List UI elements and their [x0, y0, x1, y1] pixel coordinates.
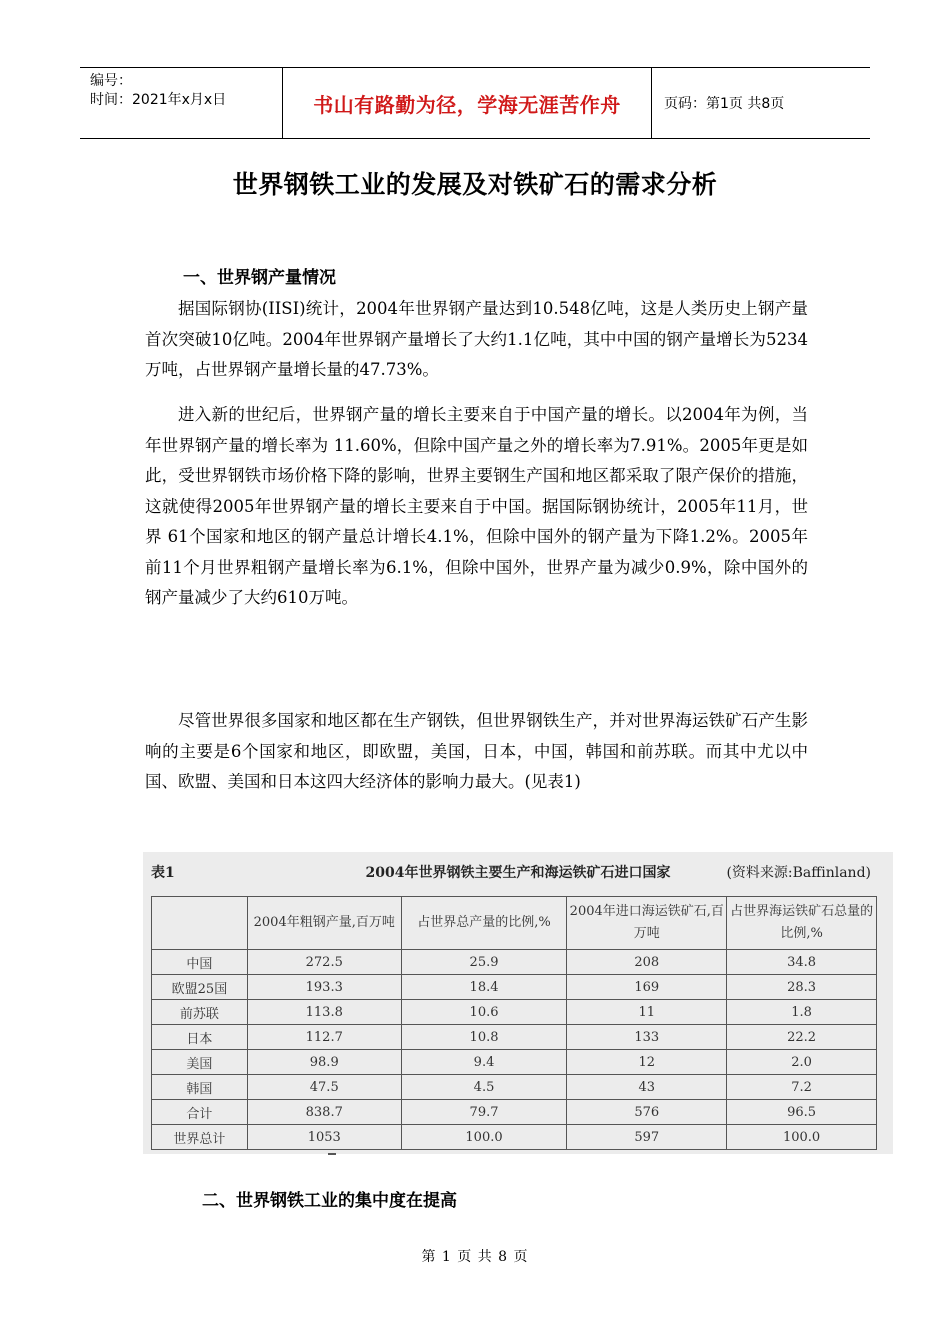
table-cell: 1.8 — [727, 1000, 877, 1025]
header-date-label: 时间：2021年x月x日 — [90, 92, 227, 108]
section1-paragraph-3: 尽管世界很多国家和地区都在生产钢铁，但世界钢铁生产，并对世界海运铁矿石产生影响的主要是6个国家和地区，即欧盟，美国，日本，中国，韩国和前苏联。而其中尤以中国、欧盟、美国和日本这四大经济体的影响力最大。(见表1) — [145, 711, 808, 791]
table-cell: 100.0 — [727, 1125, 877, 1150]
table-cell: 79.7 — [401, 1100, 567, 1125]
table-cell: 7.2 — [727, 1075, 877, 1100]
section1-paragraph-1: 据国际钢协(IISI)统计，2004年世界钢产量达到10.548亿吨，这是人类历史上钢产量首次突破10亿吨。2004年世界钢产量增长了大约1.1亿吨，其中中国的钢产量增长为5234万吨，占世界钢产量增长量的47.73%。 — [145, 299, 808, 379]
table-header-cell — [152, 897, 248, 950]
table-row — [152, 1075, 877, 1100]
table-row — [152, 975, 877, 1000]
header-number-label: 编号： — [90, 73, 132, 89]
table1-source: (资料来源:Baffinland) — [726, 865, 871, 881]
table1-scan — [143, 852, 893, 1154]
table-cell: 1053 — [247, 1125, 401, 1150]
table-row — [152, 1050, 877, 1075]
table-cell: 11 — [567, 1000, 727, 1025]
table-cell: 日本 — [152, 1025, 248, 1050]
table1-header-row — [152, 897, 877, 950]
table-cell: 4.5 — [401, 1075, 567, 1100]
table-cell: 34.8 — [727, 950, 877, 975]
table1-title: 2004年世界钢铁主要生产和海运铁矿石进口国家 — [365, 865, 671, 881]
table-cell: 中国 — [152, 950, 248, 975]
table-cell: 美国 — [152, 1050, 248, 1075]
table-cell: 韩国 — [152, 1075, 248, 1100]
section1-paragraph-2: 进入新的世纪后，世界钢产量的增长主要来自于中国产量的增长。以2004年为例，当年世界钢产量的增长率为 11.60%，但除中国产量之外的增长率为7.91%。2005年更是如此，受世界钢铁市场价格下降的影响，世界主要钢生产国和地区都采取了限产保价的措施，这就使得2005年世界钢产量的增长主要来自于中国。据国际钢协统计，2005年11月，世界 61个国家和地区的钢产量总计增长4.1%，但除中国外的钢产量为下降1.2%。2005年前11个月世界粗钢产量增长率为6.1%，但除中国外，世界产量为减少0.9%，除中国外的钢产量减少了大约610万吨。 — [145, 405, 808, 607]
table-cell: 47.5 — [247, 1075, 401, 1100]
table-cell: 113.8 — [247, 1000, 401, 1025]
table-cell: 22.2 — [727, 1025, 877, 1050]
page-footer: 第 1 页 共 8 页 — [421, 1249, 529, 1265]
table-row — [152, 1100, 877, 1125]
table-cell: 合计 — [152, 1100, 248, 1125]
header-motto: 书山有路勤为径，学海无涯苦作舟 — [313, 92, 621, 117]
table-cell: 18.4 — [401, 975, 567, 1000]
table-cell: 193.3 — [247, 975, 401, 1000]
header-motto-cell — [282, 68, 652, 138]
table-cell: 272.5 — [247, 950, 401, 975]
section1-heading: 一、世界钢产量情况 — [183, 268, 336, 288]
table-cell: 43 — [567, 1075, 727, 1100]
table-cell: 2.0 — [727, 1050, 877, 1075]
table-cell: 597 — [567, 1125, 727, 1150]
header-page-info: 页码：第1页 共8页 — [664, 96, 785, 112]
table-cell: 576 — [567, 1100, 727, 1125]
table-cell: 96.5 — [727, 1100, 877, 1125]
table1 — [151, 896, 877, 1150]
table-cell: 100.0 — [401, 1125, 567, 1150]
table-header-cell: 占世界海运铁矿石总量的比例,% — [727, 897, 877, 950]
table-row — [152, 1025, 877, 1050]
table-cell: 208 — [567, 950, 727, 975]
table-row — [152, 950, 877, 975]
table-cell: 25.9 — [401, 950, 567, 975]
table-row — [152, 1000, 877, 1025]
table-cell: 112.7 — [247, 1025, 401, 1050]
scan-mark — [328, 1153, 336, 1155]
document-header — [80, 67, 870, 139]
table-cell: 前苏联 — [152, 1000, 248, 1025]
table-cell: 9.4 — [401, 1050, 567, 1075]
table-header-cell: 2004年进口海运铁矿石,百万吨 — [567, 897, 727, 950]
table-cell: 10.8 — [401, 1025, 567, 1050]
table-cell: 12 — [567, 1050, 727, 1075]
table-cell: 169 — [567, 975, 727, 1000]
table-cell: 10.6 — [401, 1000, 567, 1025]
table-cell: 98.9 — [247, 1050, 401, 1075]
document-title: 世界钢铁工业的发展及对铁矿石的需求分析 — [232, 170, 718, 199]
table-cell: 28.3 — [727, 975, 877, 1000]
table1-label: 表1 — [151, 865, 175, 881]
table-header-cell: 2004年粗钢产量,百万吨 — [247, 897, 401, 950]
table-cell: 838.7 — [247, 1100, 401, 1125]
header-page-cell — [652, 68, 870, 138]
table-row — [152, 1125, 877, 1150]
section2-heading: 二、世界钢铁工业的集中度在提高 — [202, 1191, 457, 1211]
table-header-cell: 占世界总产量的比例,% — [401, 897, 567, 950]
table-cell: 欧盟25国 — [152, 975, 248, 1000]
table-cell: 133 — [567, 1025, 727, 1050]
table-cell: 世界总计 — [152, 1125, 248, 1150]
header-meta-cell — [80, 68, 282, 138]
